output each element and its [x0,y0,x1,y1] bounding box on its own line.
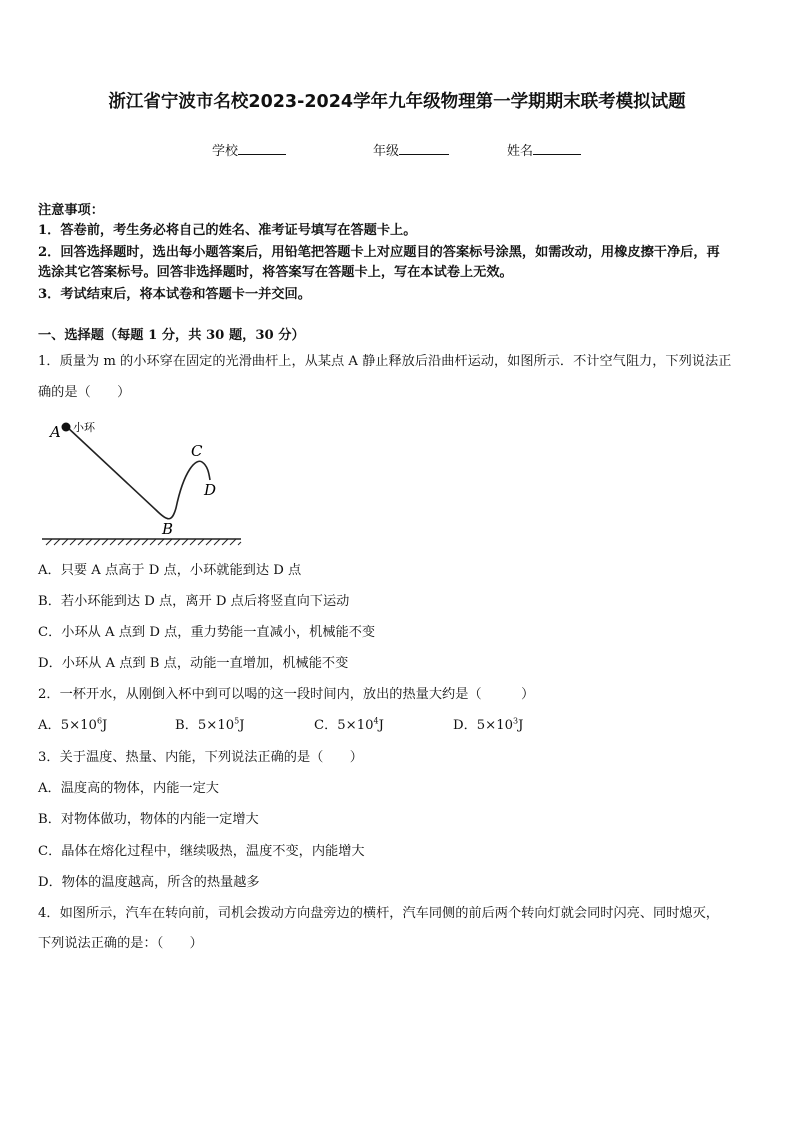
label-c: C [191,442,203,460]
label-a: A [50,423,61,441]
q2-b-exp: 5 [234,716,240,726]
grade-blank [399,141,449,155]
q1-option-a[interactable]: A．只要 A 点高于 D 点，小环就能到达 D 点 [38,563,302,578]
notice-heading: 注意事项： [38,203,104,218]
school-blank [238,141,286,155]
school-label: 学校 [212,144,239,159]
q1-stem-line1: 1．质量为 m 的小环穿在固定的光滑曲杆上，从某点 A 静止释放后沿曲杆运动，如图所示．不计空气阻力，下列说法正 [38,354,732,369]
q1-option-d[interactable]: D．小环从 A 点到 B 点，动能一直增加，机械能不变 [38,656,349,671]
section-heading: 一、选择题（每题 1 分，共 30 题，30 分） [38,328,305,343]
q2-c-prefix: C．5×10 [314,718,374,733]
grade-label: 年级 [373,144,400,159]
q2-c-exp: 4 [373,716,379,726]
school-field[interactable] [212,140,286,159]
notice-item-3: 3．考试结束后，将本试卷和答题卡一并交回。 [38,287,311,302]
q2-d-unit: J [518,718,524,733]
name-field[interactable] [507,140,581,159]
q2-a-unit: J [102,718,108,733]
label-b: B [162,520,174,538]
curved-rod [66,426,210,519]
notice-item-2: 2．回答选择题时，选出每小题答案后，用铅笔把答题卡上对应题目的答案标号涂黑，如需改动，用橡皮擦干净后，再 [38,245,720,260]
q2-a-exp: 6 [96,716,103,726]
page-title: 浙江省宁波市名校2023-2024学年九年级物理第一学期期末联考模拟试题 [108,92,686,112]
q2-stem: 2．一杯开水，从刚倒入杯中到可以喝的这一段时间内，放出的热量大约是（ ） [38,687,535,702]
q1-figure [38,410,248,550]
q1-option-c[interactable]: C．小环从 A 点到 D 点，重力势能一直减小，机械能不变 [38,625,376,640]
q3-option-c[interactable]: C．晶体在熔化过程中，继续吸热，温度不变，内能增大 [38,844,365,859]
q2-option-c[interactable] [314,716,384,736]
notice-item-2-cont: 选涂其它答案标号。回答非选择题时，将答案写在答题卡上，写在本试卷上无效。 [38,265,513,280]
q1-stem-line2: 确的是（ ） [38,385,131,400]
q2-a-prefix: A．5×10 [38,718,97,733]
q4-stem-line1: 4．如图所示，汽车在转向前，司机会拨动方向盘旁边的横杆，汽车同侧的前后两个转向灯就会同时闪亮、同时熄灭， [38,906,719,921]
ring-icon [62,423,71,432]
q2-b-prefix: B．5×10 [175,718,235,733]
name-label: 姓名 [507,144,534,159]
ground-hatch [42,539,241,545]
q2-d-prefix: D．5×10 [453,718,513,733]
name-blank [533,141,581,155]
q3-option-a[interactable]: A．温度高的物体，内能一定大 [38,781,219,796]
q2-option-a[interactable] [38,716,107,736]
q3-option-d[interactable]: D．物体的温度越高，所含的热量越多 [38,875,260,890]
q3-option-b[interactable]: B．对物体做功，物体的内能一定增大 [38,812,259,827]
label-ring: 小环 [73,421,95,434]
q1-option-b[interactable]: B．若小环能到达 D 点，离开 D 点后将竖直向下运动 [38,594,350,609]
q3-stem: 3．关于温度、热量、内能，下列说法正确的是（ ） [38,750,363,765]
notice-item-1: 1．答卷前，考生务必将自己的姓名、准考证号填写在答题卡上。 [38,223,417,238]
q2-d-exp: 3 [512,716,519,726]
q4-stem-line2: 下列说法正确的是：（ ） [38,936,203,951]
q2-option-d[interactable] [453,716,523,736]
label-d: D [204,481,217,499]
q2-c-unit: J [378,718,384,733]
q2-option-b[interactable] [175,716,245,736]
q2-b-unit: J [239,718,245,733]
grade-field[interactable] [373,140,449,159]
